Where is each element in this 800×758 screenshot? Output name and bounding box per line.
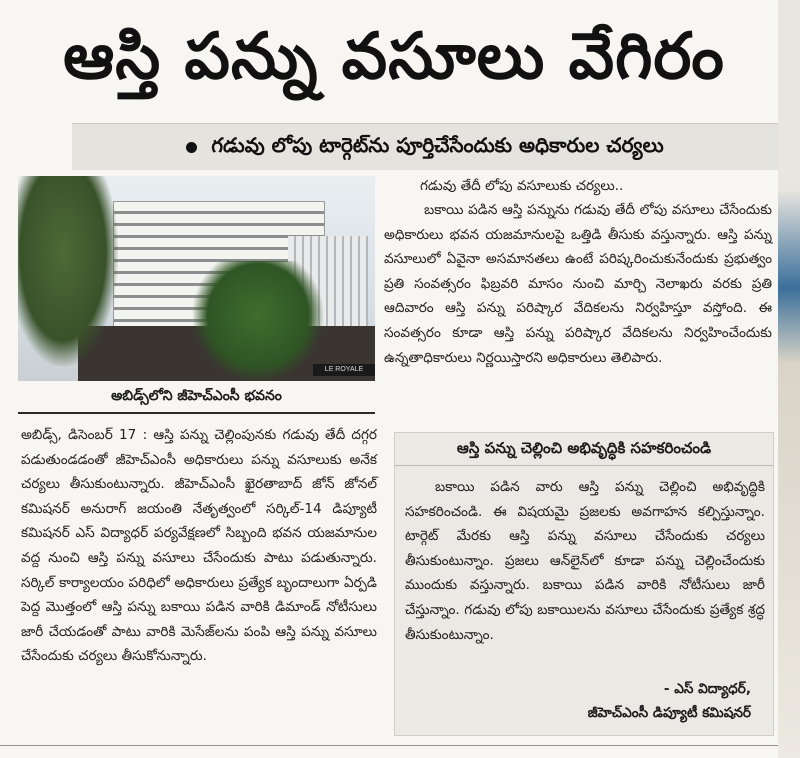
quote-signature-title: జీహెచ్‌ఎంసీ డిప్యూటీ కమిషనర్‌: [587, 705, 751, 721]
left-column-body: అబిడ్స్‌, డిసెంబర్‌ 17 : ఆస్తి పన్ను చెల్లింపునకు గడువు తేదీ దగ్గర పడుతుండడంతో జీహెచ్‌ఎంసీ అధికారులు పన్ను వసూలుకు అనేక చర్యలు తీసుకుంటున్నారు. జీహెచ్‌ఎంసీ ఖైరతాబాద్‌ జోన్‌ జోనల్‌ కమిషనర్‌ అనురాగ్‌ జయంతి నేతృత్వంలో సర్కిల్‌-14 డిప్యూటీ కమిషనర్‌ ఎస్‌ విద్యాధర్‌ పర్యవేక్షణలో సిబ్బంది భవన యజమానుల వద్ద నుంచి ఆస్తి పన్ను వసూలు చేసేందుకు పాటు పడుతున్నారు. సర్కిల్‌ కార్యాలయం పరిధిలో అధికారులు ప్రత్యేక బృందాలుగా ఏర్పడి పెద్ద మొత్తంలో ఆస్తి పన్ను బకాయి పడిన వారికి డిమాండ్‌ నోటీసులు జారీ చేయడంతో పాటు వారికి మెసేజ్‌లను పంపి ఆస్తి పన్ను వసూలు చేసేందుకు చర్యలు తీసుకోనున్నారు.: [21, 427, 377, 665]
quote-box-body: బకాయి పడిన వారు ఆస్తి పన్ను చెల్లించి అభివృద్ధికి సహకరించండి. ఈ విషయమై ప్రజలకు అవగాహన కల్పిస్తున్నాం. టార్గెట్‌ మేరకు ఆస్తి పన్ను వసూలు చేసేందుకు చర్యలు తీసుకుంటున్నాం. ప్రజలు ఆన్‌లైన్‌లో కూడా పన్ను చెల్లించేందుకు ముందుకు వస్తున్నారు. బకాయి పడిన వారికి నోటీసులు జారీ చేస్తున్నాం. గడువు లోపు బకాయిలను వసూలు చేసేందుకు ప్రత్యేక శ్రద్ధ తీసుకుంటున్నాం.: [405, 479, 765, 643]
right-column-body: బకాయి పడిన ఆస్తి పన్నును గడువు తేదీ లోపు వసూలు చేసేందుకు అధికారులు భవన యజమానులపై ఒత్తిడి తీసుకు వస్తున్నారు. ఆస్తి పన్ను వసూలులో ఏవైనా అసమానతలు ఉంటే పరిష్కరించుకునేందుకు ప్రభుత్వం ప్రతి సంవత్సరం ఫిబ్రవరి మాసం నుంచి మార్చి నెలాఖరు వరకు ప్రతి ఆదివారం ఆస్తి పన్ను పరిష్కార వేదికలను నిర్వహిస్తూ వస్తోంది. ఈ సంవత్సరం కూడా ఆస్తి పన్ను పరిష్కార వేదికలను నిర్వహించేందుకు ఉన్నతాధికారులు నిర్ణయిస్తారని అధికారులు తెలిపారు.: [384, 202, 772, 366]
photo-tree-center: [193, 261, 323, 381]
quote-box: [394, 432, 774, 736]
bottom-rule: [0, 745, 778, 746]
quote-box-title: ఆస్తి పన్ను చెల్లించి అభివృద్ధికి సహకరించండి: [456, 439, 712, 457]
subheadline: గడువు లోపు టార్గెట్‌ను పూర్తిచేసేందుకు అధికారుల చర్యలు: [211, 132, 664, 157]
headline: ఆస్తి పన్ను వసూలు వేగిరం: [63, 19, 725, 94]
photo-caption: అబిడ్స్‌లోని జీహెచ్‌ఎంసీ భవనం: [111, 387, 282, 404]
subheadline-bar: [72, 123, 778, 170]
photo-sign: LE ROYALE: [313, 364, 375, 376]
caption-divider: [18, 412, 375, 414]
right-column-intro: గడువు తేదీ లోపు వసూలుకు చర్యలు..: [420, 178, 624, 194]
quote-box-divider: [395, 465, 773, 466]
photo-tree-left: [18, 176, 118, 366]
adjacent-page-edge: [778, 0, 800, 758]
ghmc-building-photo: [18, 176, 375, 381]
bullet-icon: [186, 142, 197, 153]
quote-signature-name: - ఎస్‌ విద్యాధర్‌,: [663, 681, 751, 697]
